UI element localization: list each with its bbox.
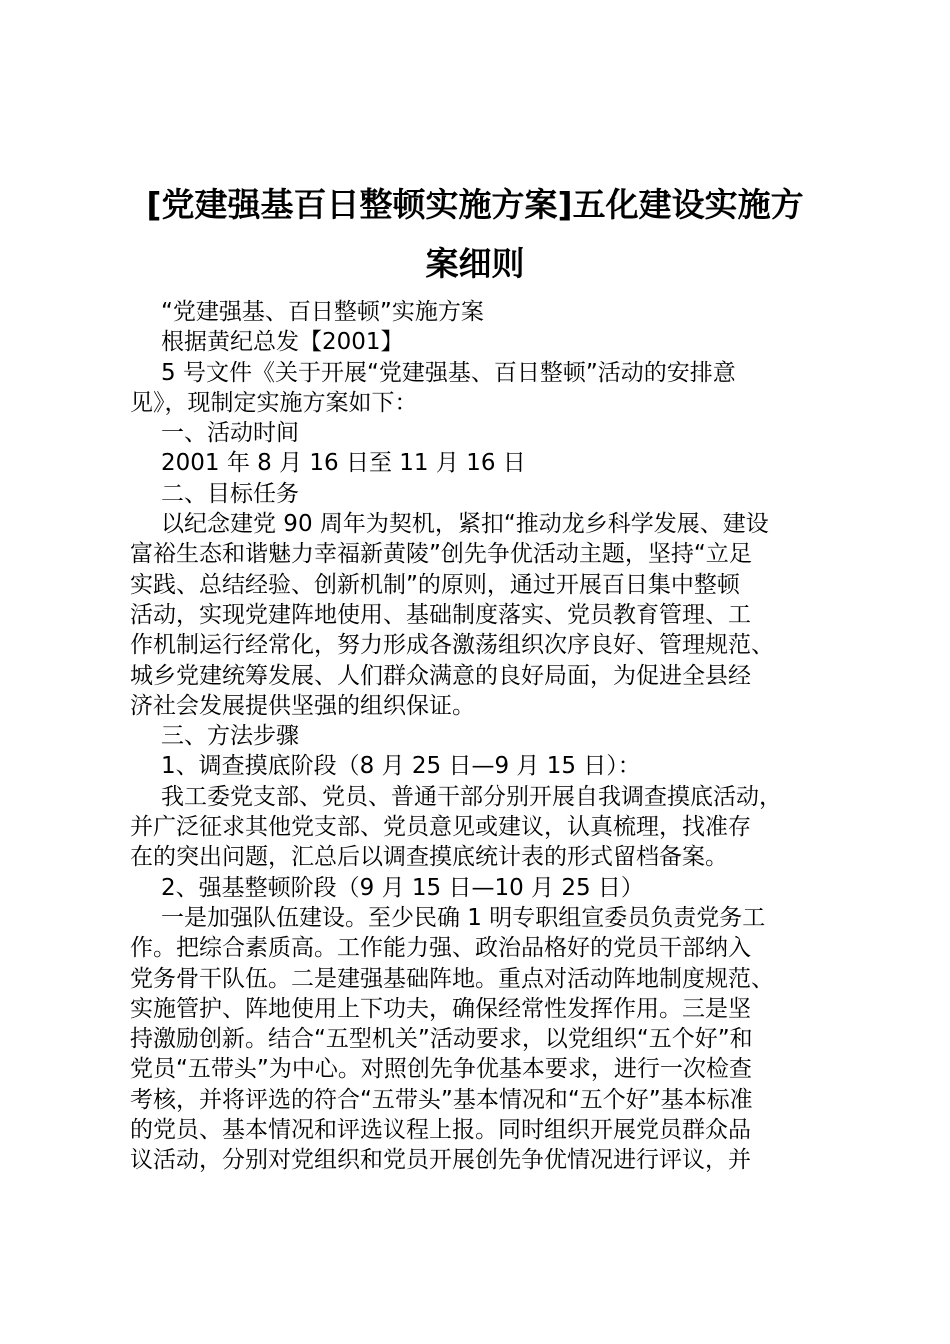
- paragraph-line: 活动，实现党建阵地使用、基础制度落实、党员教育管理、工: [130, 601, 751, 628]
- basis-line: 根据黄纪总发【2001】: [161, 329, 404, 356]
- paragraph-line: 以纪念建党 90 周年为契机，紧扣“推动龙乡科学发展、建设: [161, 511, 769, 538]
- section-heading: 二、目标任务: [161, 480, 299, 507]
- step-heading: 2、强基整顿阶段（9 月 15 日—10 月 25 日）: [161, 874, 644, 901]
- paragraph-line: 议活动，分别对党组织和党员开展创先争优情况进行评议，并: [130, 1147, 751, 1174]
- paragraph-line: 的党员、基本情况和评选议程上报。同时组织开展党员群众品: [130, 1117, 751, 1144]
- section-heading: 三、方法步骤: [161, 723, 299, 750]
- paragraph-line: 济社会发展提供坚强的组织保证。: [130, 692, 475, 719]
- paragraph-line: 考核，并将评选的符合“五带头”基本情况和“五个好”基本标准: [130, 1086, 753, 1113]
- paragraph-line: 富裕生态和谐魅力幸福新黄陵”创先争优活动主题，坚持“立足: [130, 541, 752, 568]
- paragraph-line: 我工委党支部、党员、普通干部分别开展自我调查摸底活动，: [161, 783, 782, 810]
- section-heading: 一、活动时间: [161, 420, 299, 447]
- paragraph-line: 作。把综合素质高。工作能力强、政治品格好的党员干部纳入: [130, 935, 751, 962]
- document-title-line-1: [党建强基百日整顿实施方案]五化建设实施方: [146, 185, 804, 224]
- document-title-line-2: 案细则: [425, 244, 525, 283]
- plan-heading-line: “党建强基、百日整顿”实施方案: [161, 299, 484, 325]
- paragraph-line: 党员“五带头”为中心。对照创先争优基本要求，进行一次检查: [130, 1056, 752, 1083]
- paragraph-line: 城乡党建统筹发展、人们群众满意的良好局面，为促进全县经: [130, 662, 751, 689]
- paragraph-line: 一是加强队伍建设。至少民确 1 明专职组宣委员负责党务工: [161, 904, 766, 931]
- paragraph-line: 在的突出问题，汇总后以调查摸底统计表的形式留档备案。: [130, 844, 728, 871]
- paragraph-line: 实践、总结经验、创新机制”的原则，通过开展百日集中整顿: [130, 571, 740, 598]
- paragraph-line: 实施管护、阵地使用上下功夫，确保经常性发挥作用。三是坚: [130, 995, 751, 1022]
- paragraph-line: 并广泛征求其他党支部、党员意见或建议，认真梳理，找准存: [130, 814, 751, 841]
- paragraph-line: 5 号文件《关于开展“党建强基、百日整顿”活动的安排意: [161, 359, 736, 386]
- document-body: [130, 297, 850, 1176]
- paragraph-line: 作机制运行经常化，努力形成各激荡组织次序良好、管理规范、: [130, 632, 774, 659]
- step-heading: 1、调查摸底阶段（8 月 25 日—9 月 15 日）：: [161, 753, 641, 780]
- paragraph-line: 持激励创新。结合“五型机关”活动要求，以党组织“五个好”和: [130, 1026, 753, 1053]
- paragraph-line: 党务骨干队伍。二是建强基础阵地。重点对活动阵地制度规范、: [130, 965, 774, 992]
- paragraph-line: 见》，现制定实施方案如下：: [130, 389, 418, 416]
- date-range-line: 2001 年 8 月 16 日至 11 月 16 日: [161, 450, 526, 477]
